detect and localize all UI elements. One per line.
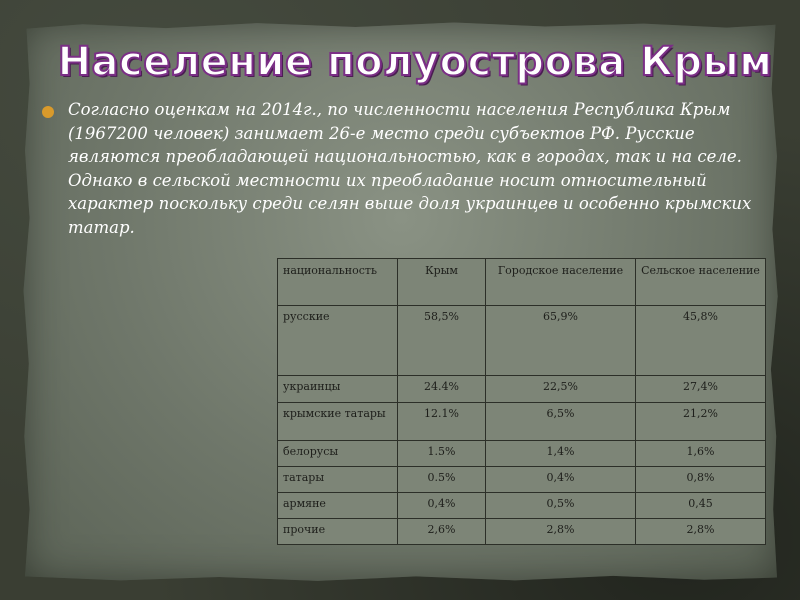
cell-nationality: армяне [278,493,398,519]
table-row [278,519,766,545]
cell-rural: 45,8% [636,306,766,376]
header-rural: Сельское население [636,259,766,306]
cell-nationality: украинцы [278,376,398,403]
cell-rural: 0,45 [636,493,766,519]
population-table [277,258,765,545]
cell-crimea: 1.5% [398,441,486,467]
bullet-text: Согласно оценкам на 2014г., по численности населения Республика Крым (1967200 человек) занимает 26-е место среди субъектов РФ. Русские являются преобладающей национальностью, как в городах, так и на селе. Однако в сельской местности их преобладание носит относительный характер поскольку среди селян выше доля украинцев и особенно крымских татар. [68,100,752,237]
table-row [278,376,766,403]
cell-nationality: крымские татары [278,403,398,441]
cell-rural: 1,6% [636,441,766,467]
table-header-row [278,259,766,306]
cell-urban: 1,4% [486,441,636,467]
header-nationality: национальность [278,259,398,306]
slide-title: Население полуострова Крым [57,39,773,85]
cell-urban: 2,8% [486,519,636,545]
cell-rural: 2,8% [636,519,766,545]
bullet-paragraph [42,98,768,240]
cell-crimea: 12.1% [398,403,486,441]
cell-rural: 21,2% [636,403,766,441]
header-crimea: Крым [398,259,486,306]
cell-rural: 27,4% [636,376,766,403]
cell-urban: 6,5% [486,403,636,441]
cell-crimea: 0.5% [398,467,486,493]
cell-nationality: белорусы [278,441,398,467]
table-row [278,441,766,467]
table-row [278,403,766,441]
table-row [278,467,766,493]
cell-nationality: татары [278,467,398,493]
table-row [278,493,766,519]
cell-crimea: 0,4% [398,493,486,519]
cell-urban: 65,9% [486,306,636,376]
cell-nationality: русские [278,306,398,376]
header-urban: Городское население [486,259,636,306]
cell-crimea: 2,6% [398,519,486,545]
cell-crimea: 58,5% [398,306,486,376]
cell-urban: 0,4% [486,467,636,493]
cell-urban: 22,5% [486,376,636,403]
table-row [278,306,766,376]
cell-crimea: 24.4% [398,376,486,403]
bullet-dot-icon [42,106,54,118]
cell-rural: 0,8% [636,467,766,493]
population-table-grid [277,258,766,545]
cell-nationality: прочие [278,519,398,545]
cell-urban: 0,5% [486,493,636,519]
